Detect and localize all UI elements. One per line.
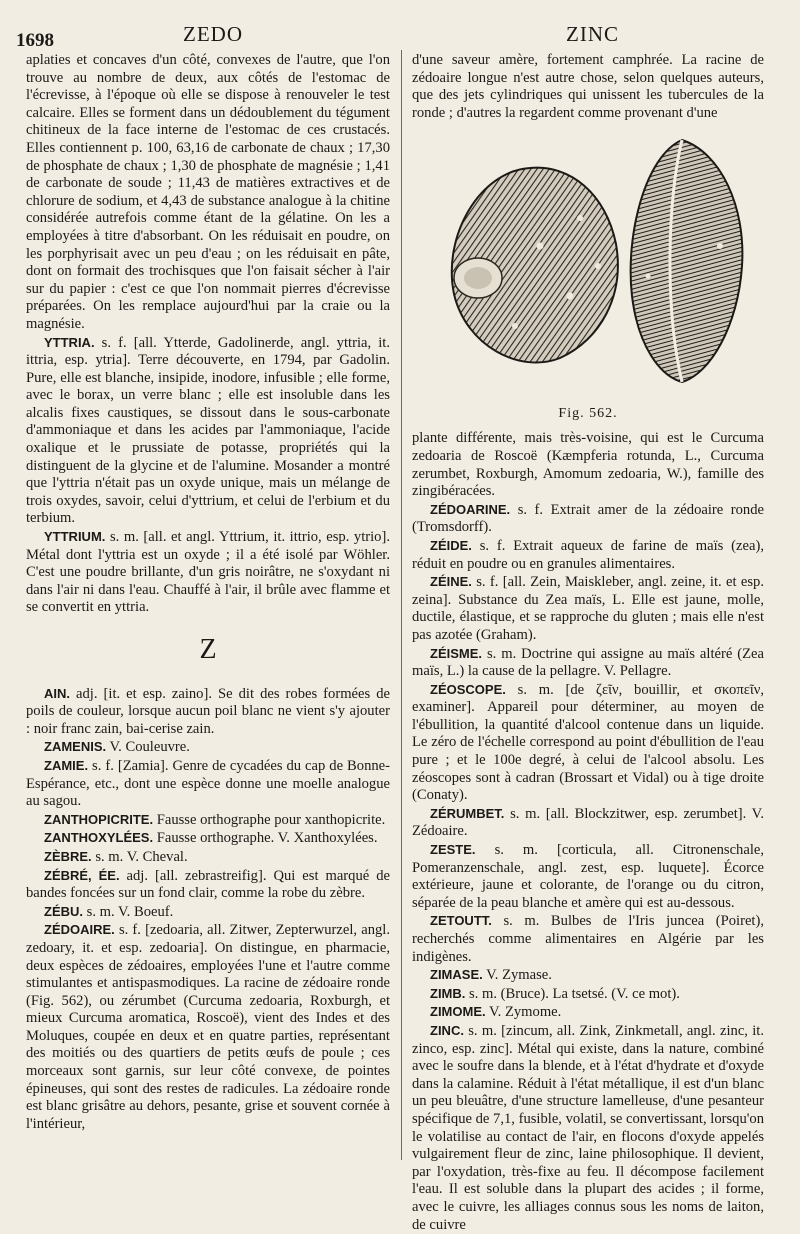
entry-zeste bbox=[412, 841, 764, 912]
headword: ZIMASE. bbox=[430, 967, 483, 983]
headword: ZIMB. bbox=[430, 985, 466, 1001]
headword: ZÉIDE. bbox=[430, 537, 472, 553]
continued-paragraph: d'une saveur amère, fortement camphrée. La racine de zédoaire longue n'est autre chose, selon quelques auteurs, que des jets cylindriques qui unissent les tubercules de la ronde ; d'autres la regardent comme provenant d'une bbox=[412, 52, 764, 121]
right-column bbox=[412, 52, 764, 1234]
definition: s. m. V. Cheval. bbox=[95, 848, 188, 865]
definition: s. m. V. Boeuf. bbox=[86, 903, 174, 920]
entry-zamie bbox=[26, 757, 390, 811]
entry-zeine bbox=[412, 573, 764, 644]
headword: ZANTHOXYLÉES. bbox=[44, 830, 154, 846]
entry-zebu bbox=[26, 903, 390, 922]
headword: ZÉINE. bbox=[430, 574, 472, 590]
continued-paragraph: aplaties et concaves d'un côté, convexes de l'autre, que l'on trouve au nombre de deux, aux côtés de l'estomac de l'écrevisse, à l'époque où elle se dispose à renouveler le test calcaire. Elles se forment dans un dédoublement du tégument chitineux de la face interne de l'estomac de ces crustacés. Elles contiennent p. 100, 63,16 de carbonate de chaux ; 17,30 de phosphate de chaux ; 1,30 de phosphate de magnésie ; 1,41 de carbonate de soude ; 11,43 de matières extractives et de chlorure de sodium, et 4,43 de substance analogue à la chitine considérée autrefois comme étant de la gélatine. On les a employées à titre d'absorbant. On les réduisait en poudre, on les porphyrisait avec un peu d'eau ; on les réduisait en pâte, dont on formait des trochisques que l'on faisait sécher à l'air sur du papier : c'est ce que l'on nommait pierres d'écrevisse préparées. On les remplace aujourd'hui par la craie ou la magnésie. bbox=[26, 52, 390, 332]
entry-zamenis bbox=[26, 738, 390, 757]
definition: V. Couleuvre. bbox=[109, 739, 190, 756]
definition: V. Zymase. bbox=[486, 967, 552, 984]
definition: Fausse orthographe. V. Xanthoxylées. bbox=[156, 830, 378, 847]
entry-zedoaire bbox=[26, 921, 390, 1133]
definition: s. m. [all. et angl. Yttrium, it. ittrio, esp. ytrio]. Métal dont l'yttria est un oxyde ; il a été isolé par Wöhler. C'est une poudre brillante, d'un gris noirâtre, ne s'oxydant ni dans l'air ni dans l'eau. Chauffé à l'air, il brûle avec flamme et se convertit en yttria. bbox=[26, 529, 390, 616]
entry-zimase bbox=[412, 966, 764, 985]
definition: Fausse orthographe pour xanthopicrite. bbox=[156, 811, 386, 828]
entry-zeide bbox=[412, 537, 764, 573]
definition: s. m. [zincum, all. Zink, Zinkmetall, angl. zinc, it. zinco, esp. zinc]. Métal qui existe, dans la nature, combiné avec le soufre dans la blende, et à l'état d'hydrate et d'oxyde dans la calamine. Réduit à l'état métallique, il est d'un blanc un peu bleuâtre, d'une structure lamelleuse, d'une pesanteur spécifique de 7,1, fusible, volatil, se convertissant, lorsqu'on le volatilise au contact de l'air, en flocons d'oxyde appelés vulgairement fleur de zinc, laine philosophique. Il devient, par l'oxydation, très-fixe au feu. Il décompose facilement l'eau. Il est soluble dans la plupart des acides ; il forme, avec le cuivre, les alliages connus sous les noms de laiton, de cuivre bbox=[412, 1022, 764, 1233]
definition: adj. [it. et esp. zaino]. Se dit des robes formées de poils de couleur, lorsque aucun poil blanc ne vient s'y ajouter : noir franc zain, bai-cerise zain. bbox=[26, 685, 390, 737]
definition: s. m. Doctrine qui assigne au maïs altéré (Zea maïs, L.) la cause de la pellagre. V. Pellagre. bbox=[412, 645, 764, 680]
headword: ZÉRUMBET. bbox=[430, 805, 505, 821]
definition: V. Zymome. bbox=[489, 1004, 562, 1021]
entry-zebre bbox=[26, 848, 390, 867]
entry-yttrium bbox=[26, 528, 390, 617]
headword: ZÈBRE. bbox=[44, 848, 92, 864]
entry-yttria bbox=[26, 334, 390, 529]
headword: AIN. bbox=[44, 685, 70, 701]
definition: adj. [all. zebrastreifig]. Qui est marqué de bandes foncées sur un fond clair, comme la robe du zèbre. bbox=[26, 867, 390, 902]
headword: YTTRIUM. bbox=[44, 529, 106, 545]
headword: ZIMOME. bbox=[430, 1004, 486, 1020]
figure-562 bbox=[412, 122, 764, 422]
definition: s. f. [all. Zein, Maiskleber, angl. zeine, it. et esp. zeina]. Substance du Zea maïs, L. Elle est jaune, molle, ductile, élastique, et se rapproche du gluten ; mais elle n'est pas azotée (Graham). bbox=[412, 574, 764, 643]
headword: ZETOUTT. bbox=[430, 913, 492, 929]
entry-zebre-adj bbox=[26, 867, 390, 903]
definition: s. m. [all. Blockzitwer, esp. zerumbet]. V. Zédoaire. bbox=[412, 805, 764, 840]
definition: s. f. [Zamia]. Genre de cycadées du cap de Bonne-Espérance, etc., dont une espèce donne une moelle analogue au sagou. bbox=[26, 757, 390, 810]
entry-zanthopicrite bbox=[26, 811, 390, 830]
entry-zain bbox=[26, 685, 390, 739]
paragraph: plante différente, mais très-voisine, qui est le Curcuma zedoaria de Roscoë (Kæmpferia rotunda, L., Curcuma zerumbet, Roxburgh, Amomum zedoaria, W.), famille des zingibéracées. bbox=[412, 430, 764, 500]
headword: YTTRIA. bbox=[44, 334, 95, 350]
zedoary-root-engraving bbox=[420, 126, 760, 396]
headword: ZÉISME. bbox=[430, 645, 483, 661]
definition: s. m. Bulbes de l'Iris juncea (Poiret), recherchés comme alimentaires en Algérie par les indigènes. bbox=[412, 913, 764, 965]
headword: ZAMENIS. bbox=[44, 739, 107, 755]
definition: s. f. Extrait aqueux de farine de maïs (zea), réduit en poudre ou en granules alimentaires. bbox=[412, 537, 764, 572]
headword: ZÉDOARINE. bbox=[430, 501, 511, 517]
figure-caption: Fig. 562. bbox=[558, 405, 618, 421]
definition: s. f. [all. Ytterde, Gadolinerde, angl. yttria, it. ittria, esp. ytria]. Terre découverte, en 1794, par Gadolin. Pure, elle est blanche, insipide, inodore, infusible ; elle forme, avec le borax, un verre blanc ; elle est insoluble dans les alcalis fixes caustiques, se dissout dans le sous-carbonate d'ammoniaque et dans les acides par l'ammoniaque, l'acide oxalique et le prussiate de potasse, propriétés qui la distinguent de la glycine et de l'alumine. Mosander a montré que l'yttria n'était pas un oxyde unique, mais un mélange de trois oxydes, savoir, celui d'yttrium, et celui de l'erbium et du terbium. bbox=[26, 334, 390, 527]
headword: ZÉOSCOPE. bbox=[430, 681, 506, 697]
left-column bbox=[26, 52, 390, 1133]
headword: ZÉDOAIRE. bbox=[44, 922, 115, 938]
entry-zetoutt bbox=[412, 912, 764, 966]
headword: ZÉBU. bbox=[44, 903, 83, 919]
entry-zeoscope bbox=[412, 681, 764, 805]
entry-zanthoxylees bbox=[26, 829, 390, 848]
entry-zerumbet bbox=[412, 805, 764, 841]
headword: ZAMIE. bbox=[44, 757, 89, 773]
headword: ZINC. bbox=[430, 1022, 464, 1038]
entry-zimome bbox=[412, 1003, 764, 1022]
left-guide-word: ZEDO bbox=[183, 22, 243, 46]
entry-zimb bbox=[412, 985, 764, 1004]
headword: ZANTHOPICRITE. bbox=[44, 811, 154, 827]
definition: s. f. Extrait amer de la zédoaire ronde (Tromsdorff). bbox=[412, 501, 764, 536]
page-number: 1698 bbox=[16, 30, 54, 51]
definition: s. m. [corticula, all. Citronenschale, Pomeranzenschale, angl. zest, esp. luquete]. Écorce extérieure, jaune et colorante, de l'orange ou du citron, séparée de la peau blanche et amère qui est au-dessous. bbox=[412, 842, 764, 911]
section-letter: Z bbox=[199, 634, 217, 665]
running-header bbox=[0, 18, 800, 51]
entry-zinc bbox=[412, 1022, 764, 1234]
entry-zeisme bbox=[412, 645, 764, 681]
definition: s. f. [zedoaria, all. Zitwer, Zepterwurzel, angl. zedoary, it. et esp. zedoaria]. On distingue, en pharmacie, deux espèces de zédoaires, employées l'une et l'autre comme stimulantes et antispasmodiques. La racine de zédoaire ronde (Fig. 562), ou zérumbet (Curcuma zedoaria, Roxburgh, et mieux Curcuma aromatica, Roscoë), vient des Indes et des Moluques, coupée en deux et en quatre parties, représentant des moitiés ou des quartiers de petits œufs de poule ; ces morceaux sont garnis, sur leur côté convexe, de pointes épineuses, qui sont des restes de radicules. La zédoaire ronde est blanc grisâtre au dehors, pesante, grise et souvent cornée à l'intérieur, bbox=[26, 922, 390, 1132]
right-guide-word: ZINC bbox=[566, 22, 619, 46]
definition: s. m. (Bruce). La tsetsé. (V. ce mot). bbox=[469, 985, 680, 1002]
definition: s. m. [de ζεῖν, bouillir, et σκοπεῖν, examiner]. Appareil pour déterminer, au moyen de l'ébullition, la quantité d'alcool contenue dans un liquide. Le zéro de l'échelle correspond au point d'ébullition de l'eau pure ; et le 100e degré, à celui de l'alcool absolu. Les zéoscopes sont à cadran (Brossart et Vidal) ou à tige droite (Conaty). bbox=[412, 681, 764, 804]
entry-zedoarine bbox=[412, 501, 764, 537]
column-divider bbox=[401, 50, 402, 1160]
headword: ZESTE. bbox=[430, 842, 476, 858]
headword: ZÉBRÉ, ÉE. bbox=[44, 867, 120, 883]
